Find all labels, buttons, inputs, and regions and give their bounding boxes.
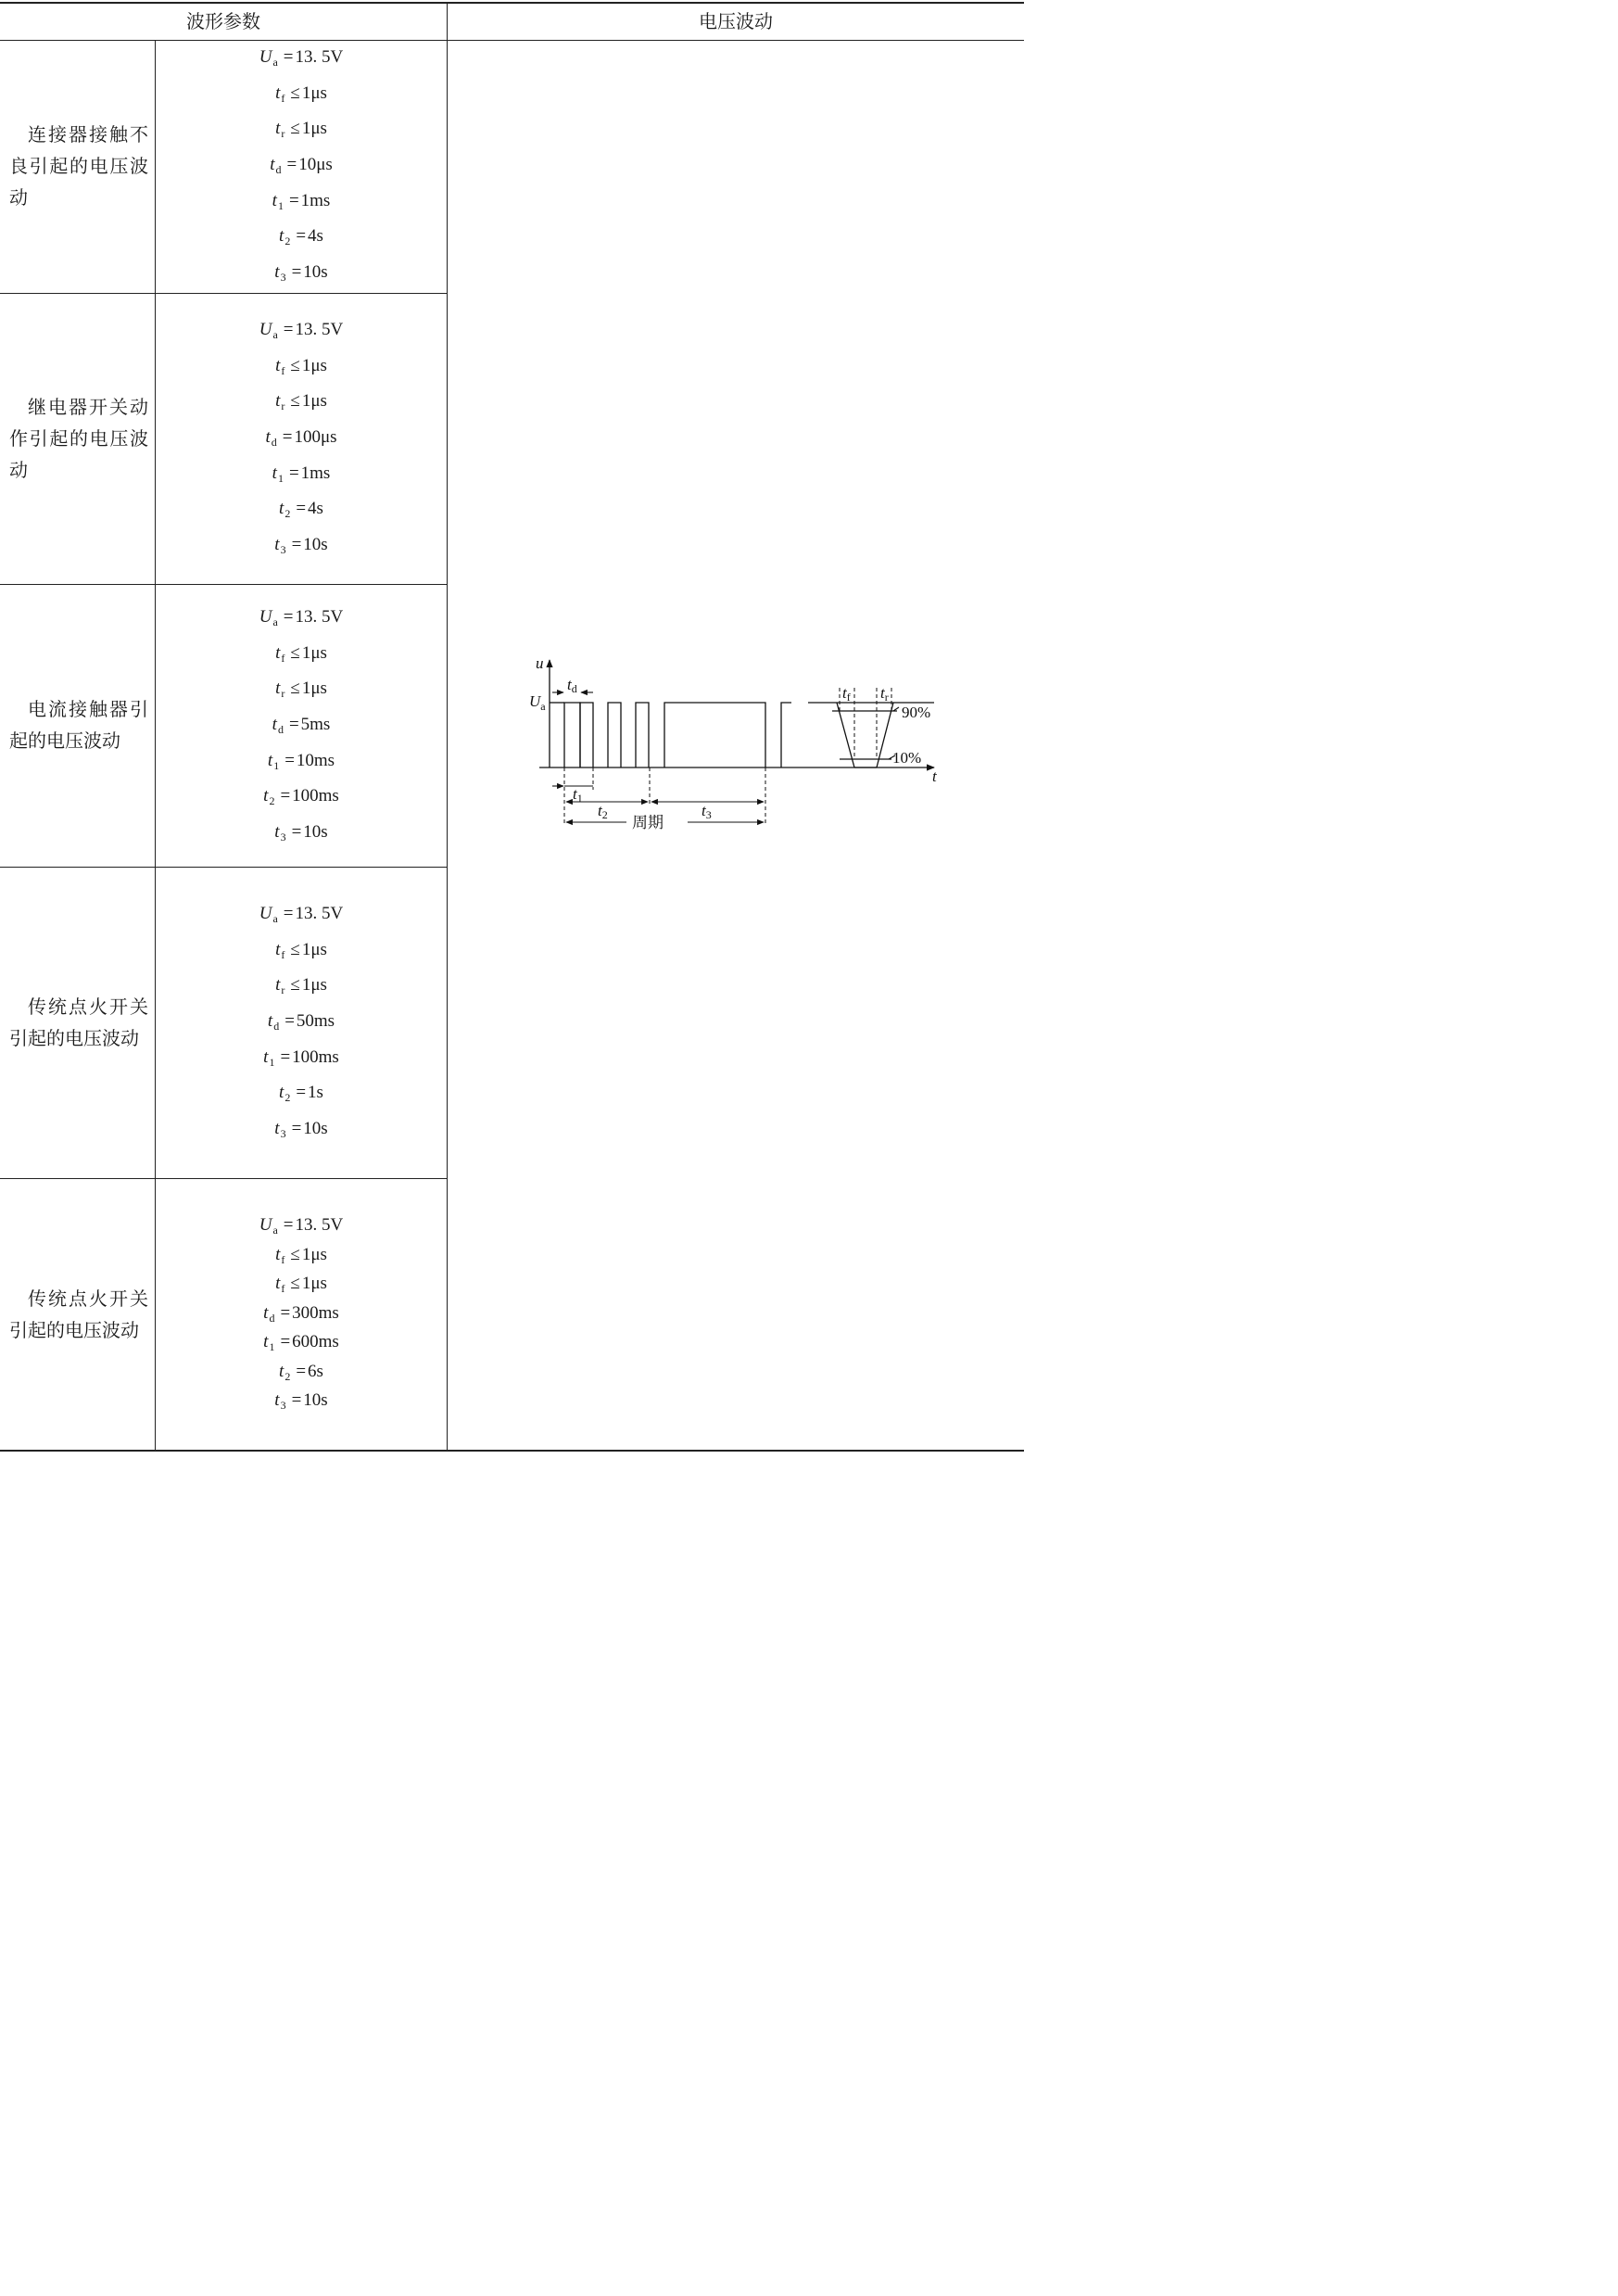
parameter-line — [279, 227, 323, 246]
parameter-operator: ≤ — [290, 119, 300, 139]
parameter-operator: ≤ — [290, 975, 300, 996]
parameter-line — [270, 155, 333, 177]
header-waveform-parameters: 波形参数 — [186, 10, 260, 32]
waveform-parameter-table — [0, 0, 1024, 1453]
parameter-operator: = — [291, 822, 302, 843]
parameter-operator: = — [291, 535, 302, 555]
parameter-symbol: t — [275, 975, 281, 996]
parameter-symbol: t — [272, 190, 277, 210]
parameter-operator: = — [291, 1119, 302, 1139]
parameter-subscript: a — [272, 1224, 278, 1237]
header-voltage-fluctuation: 电压波动 — [699, 10, 773, 32]
parameter-operator: = — [280, 1332, 291, 1351]
parameter-value: 1μs — [301, 119, 327, 139]
parameter-operator: = — [286, 155, 297, 175]
parameter-symbol: t — [274, 262, 280, 283]
parameter-subscript: 3 — [280, 1127, 286, 1141]
parameter-symbol: t — [263, 1047, 269, 1067]
parameter-value: 10μs — [298, 155, 333, 175]
parameter-operator: ≤ — [290, 355, 300, 375]
parameter-symbol: t — [263, 1302, 269, 1323]
parameter-operator: = — [280, 1047, 291, 1067]
parameter-operator: ≤ — [290, 679, 300, 699]
parameter-subscript: 1 — [273, 758, 280, 772]
pct-10-label: 10% — [892, 749, 922, 767]
parameter-symbol: t — [263, 1332, 269, 1351]
parameter-operator: = — [284, 1011, 295, 1032]
parameter-operator: = — [296, 1083, 307, 1103]
parameter-subscript: 3 — [280, 271, 286, 285]
parameter-value: 10s — [303, 822, 328, 843]
parameter-value: 5ms — [300, 715, 331, 735]
parameter-operator: = — [288, 463, 299, 483]
parameter-value: 1ms — [300, 190, 331, 210]
parameter-operator: ≤ — [290, 1274, 300, 1293]
parameter-value: 1μs — [301, 391, 327, 412]
parameter-symbol: t — [275, 82, 281, 103]
fall-edge — [837, 703, 854, 767]
parameter-subscript: 3 — [280, 1399, 286, 1412]
parameter-symbol: t — [275, 939, 281, 959]
row-divider — [0, 867, 448, 868]
parameter-value: 1μs — [301, 975, 327, 996]
parameter-value: 1μs — [301, 1274, 327, 1293]
parameter-symbol: U — [259, 1215, 272, 1235]
parameter-value: 13. 5V — [295, 607, 344, 627]
parameter-symbol: t — [275, 1244, 281, 1264]
parameter-subscript: a — [272, 328, 278, 341]
pulse-3 — [608, 703, 621, 767]
parameter-line — [275, 1246, 327, 1264]
parameter-value: 600ms — [292, 1332, 339, 1351]
parameter-symbol: t — [279, 1083, 284, 1103]
parameter-symbol: t — [267, 750, 273, 770]
parameter-operator: = — [283, 904, 294, 923]
parameter-line — [275, 976, 327, 995]
row-divider — [0, 1178, 448, 1179]
parameter-line — [275, 357, 327, 375]
parameter-operator: = — [283, 1215, 294, 1235]
tr-label: tr — [880, 684, 889, 704]
parameter-operator: = — [296, 499, 307, 519]
parameter-line — [274, 535, 328, 557]
parameter-line — [268, 752, 335, 770]
parameter-line — [259, 48, 344, 67]
parameter-subscript: 1 — [277, 471, 284, 485]
td-label: td — [567, 676, 577, 695]
parameter-subscript: 2 — [284, 235, 291, 248]
parameter-value: 1ms — [300, 463, 331, 483]
t1-label: t1 — [573, 785, 583, 805]
parameter-value: 1μs — [301, 679, 327, 699]
parameter-subscript: f — [281, 1252, 285, 1266]
parameter-subscript: f — [281, 651, 285, 665]
parameter-operator: = — [282, 427, 293, 448]
parameter-operator: = — [284, 750, 295, 770]
parameter-subscript: d — [277, 723, 284, 737]
parameter-symbol: t — [275, 1274, 281, 1293]
row-4-description: 传统点火开关引起的电压波动 — [9, 996, 148, 1049]
parameter-value: 10s — [303, 262, 328, 283]
parameter-line — [274, 262, 328, 285]
parameter-symbol: t — [275, 119, 281, 139]
parameter-symbol: t — [275, 679, 281, 699]
parameter-line — [267, 1011, 335, 1034]
pulse-1 — [564, 703, 580, 767]
parameter-symbol: t — [265, 427, 271, 448]
parameter-operator: = — [291, 1390, 302, 1410]
parameter-value: 50ms — [296, 1011, 335, 1032]
parameter-symbol: U — [259, 904, 272, 923]
parameter-value: 10s — [303, 1119, 328, 1139]
parameter-value: 10s — [303, 535, 328, 555]
parameter-line — [263, 1333, 339, 1351]
ua-label: $U_a$ — [529, 692, 546, 713]
parameter-value: 1μs — [301, 355, 327, 375]
parameter-line — [275, 1275, 327, 1293]
parameter-operator: = — [280, 786, 291, 806]
parameter-operator: ≤ — [290, 642, 300, 663]
parameter-symbol: t — [274, 822, 280, 843]
pulse-long — [664, 703, 765, 767]
parameter-line — [259, 1216, 344, 1235]
parameter-value: 4s — [308, 226, 323, 247]
pulse-partial — [781, 703, 791, 767]
parameter-subscript: 3 — [280, 543, 286, 557]
pulse-4 — [636, 703, 649, 767]
parameter-subscript: f — [281, 947, 285, 961]
parameter-line — [279, 499, 323, 521]
parameter-symbol: t — [275, 391, 281, 412]
parameter-operator: = — [288, 190, 299, 210]
parameter-symbol: t — [272, 715, 277, 735]
parameter-subscript: 1 — [269, 1340, 275, 1353]
parameter-value: 10s — [303, 1390, 328, 1410]
parameter-value: 100ms — [292, 786, 339, 806]
parameter-symbol: t — [267, 1011, 273, 1032]
parameter-value: 13. 5V — [295, 1215, 344, 1235]
parameter-subscript: 2 — [284, 1369, 291, 1383]
parameter-symbol: t — [279, 226, 284, 247]
parameter-symbol: U — [259, 320, 272, 339]
parameter-subscript: r — [281, 983, 285, 997]
table-bottom-rule — [0, 1450, 1024, 1452]
parameter-line — [259, 321, 344, 339]
row-3-description: 电流接触器引起的电压波动 — [9, 698, 148, 752]
parameter-line — [275, 119, 327, 141]
parameter-subscript: a — [272, 912, 278, 925]
parameter-line — [275, 679, 327, 701]
parameter-subscript: 2 — [284, 1091, 291, 1105]
parameter-subscript: 1 — [269, 1055, 275, 1069]
parameter-operator: = — [288, 715, 299, 735]
parameter-operator: = — [283, 320, 294, 339]
parameter-line — [274, 1391, 327, 1410]
row-1-parameters — [156, 47, 447, 285]
parameter-operator: ≤ — [290, 391, 300, 412]
t3-label: t3 — [702, 802, 712, 821]
row-5-parameters — [156, 1216, 447, 1410]
parameter-subscript: f — [281, 91, 285, 105]
pulse-2 — [580, 703, 593, 767]
parameter-operator: ≤ — [290, 939, 300, 959]
parameter-subscript: d — [269, 1311, 275, 1325]
parameter-value: 300ms — [292, 1302, 339, 1323]
parameter-symbol: t — [279, 499, 284, 519]
parameter-value: 10ms — [296, 750, 335, 770]
parameter-operator: = — [291, 262, 302, 283]
parameter-line — [272, 192, 331, 210]
parameter-line — [279, 1363, 323, 1381]
parameter-operator: = — [280, 1302, 291, 1323]
parameter-value: 13. 5V — [295, 47, 344, 67]
parameter-line — [263, 1304, 339, 1323]
row-4-parameters — [156, 904, 447, 1141]
parameter-line — [272, 715, 331, 737]
parameter-line — [275, 392, 327, 411]
row-divider — [0, 293, 448, 294]
parameter-symbol: t — [274, 1390, 280, 1410]
parameter-value: 100μs — [294, 427, 337, 448]
parameter-subscript: a — [272, 615, 278, 628]
voltage-fluctuation-waveform-diagram — [519, 649, 954, 834]
parameter-line — [279, 1083, 323, 1105]
t2-label: t2 — [598, 802, 608, 821]
parameter-value: 13. 5V — [295, 320, 344, 339]
parameter-subscript: a — [272, 56, 278, 69]
row-1-description: 连接器接触不良引起的电压波动 — [9, 123, 148, 209]
parameter-operator: = — [283, 47, 294, 67]
parameter-line — [272, 464, 331, 483]
parameter-symbol: U — [259, 47, 272, 67]
parameter-subscript: f — [281, 363, 285, 377]
parameter-subscript: r — [281, 127, 285, 141]
parameter-line — [275, 84, 327, 103]
parameter-subscript: 3 — [280, 831, 286, 844]
parameter-symbol: t — [275, 642, 281, 663]
header-bottom-rule — [0, 40, 1024, 41]
parameter-value: 1μs — [301, 939, 327, 959]
parameter-symbol: t — [274, 535, 280, 555]
parameter-symbol: t — [274, 1119, 280, 1139]
tf-label: tf — [842, 684, 851, 704]
parameter-line — [274, 1119, 328, 1141]
column-divider-main — [447, 2, 448, 1452]
parameter-operator: = — [296, 226, 307, 247]
parameter-line — [274, 823, 327, 842]
parameter-line — [275, 644, 327, 663]
parameter-subscript: f — [281, 1282, 285, 1295]
parameter-subscript: d — [275, 163, 282, 177]
pct-90-label: 90% — [902, 704, 931, 721]
parameter-symbol: t — [275, 355, 281, 375]
parameter-value: 1s — [308, 1083, 323, 1103]
parameter-value: 13. 5V — [295, 904, 344, 923]
parameter-line — [265, 427, 337, 450]
parameter-value: 1μs — [301, 642, 327, 663]
parameter-subscript: r — [281, 687, 285, 701]
parameter-line — [263, 787, 339, 806]
parameter-line — [275, 941, 327, 959]
row-divider — [0, 584, 448, 585]
parameter-subscript: d — [273, 1020, 280, 1034]
x-axis-label: t — [932, 767, 937, 785]
parameter-value: 4s — [308, 499, 323, 519]
parameter-value: 1μs — [301, 1244, 327, 1264]
period-label: 周期 — [632, 814, 664, 832]
parameter-operator: ≤ — [290, 82, 300, 103]
parameter-symbol: t — [270, 155, 275, 175]
parameter-operator: = — [296, 1361, 307, 1381]
parameter-line — [259, 905, 344, 923]
parameter-value: 6s — [308, 1361, 323, 1381]
row-5-description: 传统点火开关引起的电压波动 — [9, 1288, 148, 1341]
row-3-parameters — [156, 608, 447, 842]
parameter-operator: = — [283, 607, 294, 627]
parameter-symbol: U — [259, 607, 272, 627]
parameter-operator: ≤ — [290, 1244, 300, 1264]
parameter-line — [263, 1048, 339, 1067]
parameter-value: 1μs — [301, 82, 327, 103]
row-2-description: 继电器开关动作引起的电压波动 — [9, 396, 148, 481]
parameter-subscript: r — [281, 400, 285, 413]
parameter-line — [259, 608, 344, 627]
parameter-symbol: t — [279, 1361, 284, 1381]
parameter-subscript: 1 — [277, 198, 284, 212]
parameter-subscript: 2 — [269, 794, 275, 808]
parameter-symbol: t — [272, 463, 277, 483]
parameter-subscript: d — [271, 436, 277, 450]
parameter-subscript: 2 — [284, 507, 291, 521]
row-2-parameters — [156, 320, 447, 557]
parameter-symbol: t — [263, 786, 269, 806]
y-axis-label: u — [536, 654, 544, 672]
parameter-value: 100ms — [292, 1047, 339, 1067]
